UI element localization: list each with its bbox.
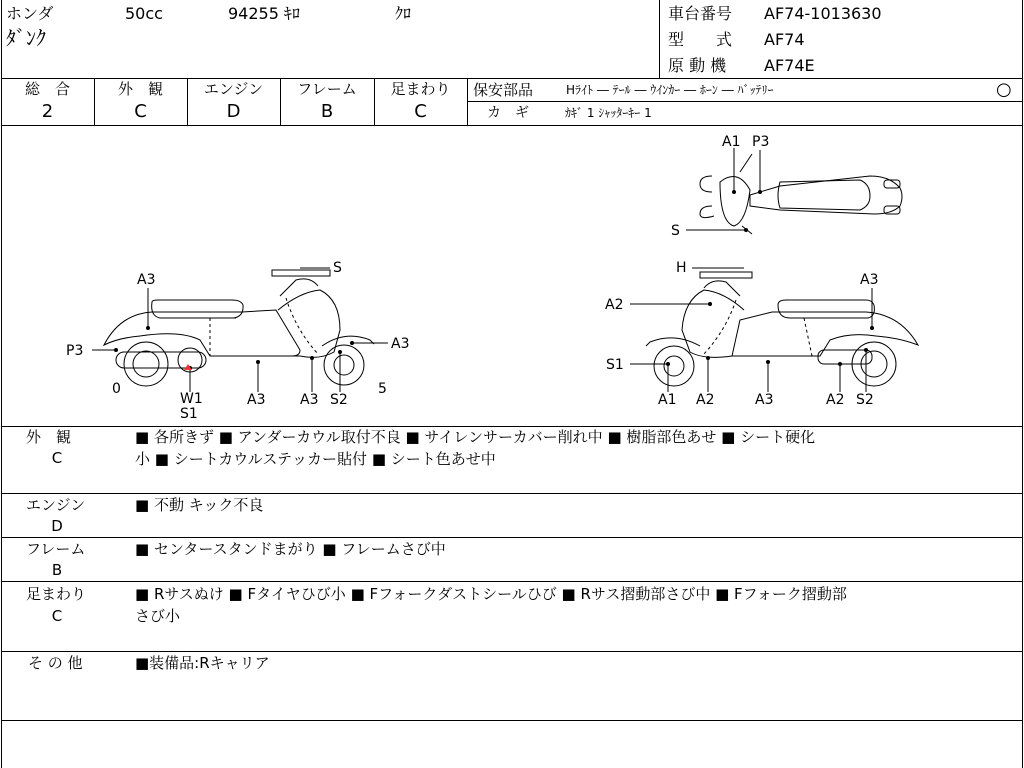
top-view-scooter-drawing xyxy=(700,154,902,234)
displacement: 50cc xyxy=(125,4,163,23)
engine-value: AF74E xyxy=(764,56,815,75)
safety-items: Hﾗｲﾄ ― ﾃｰﾙ ― ｳｲﾝｶｰ ― ﾎｰﾝ ― ﾊﾞｯﾃﾘｰ xyxy=(566,83,774,97)
section-line-1: ■ Rサスぬけ ■ Fタイヤひび小 ■ Fフォークダストシールひび ■ Rサス摺動部さび中 ■ Fフォーク摺動部 xyxy=(135,585,847,603)
section-line-2: さび小 xyxy=(135,607,181,625)
battery-mark: ○ xyxy=(996,79,1012,100)
type-value: AF74 xyxy=(764,30,805,49)
section-line-1: ■装備品:Rキャリア xyxy=(135,654,270,672)
section-line-2: 小 ■ シートカウルステッカー貼付 ■ シート色あせ中 xyxy=(135,450,496,468)
label-right-a2-rear: A2 xyxy=(826,392,845,408)
model-name: ﾀﾞﾝｸ xyxy=(6,26,46,50)
marker-dots xyxy=(114,190,874,370)
grade-exterior-value: C xyxy=(134,101,147,122)
color: ｸﾛ xyxy=(395,4,412,23)
grade-exterior-label: 外 観 xyxy=(117,80,163,98)
label-right-a2: A2 xyxy=(605,297,624,313)
label-right-a2-low: A2 xyxy=(696,392,715,408)
label-left-s1: S1 xyxy=(180,406,198,422)
grade-frame-value: B xyxy=(320,101,334,122)
label-right-a1: A1 xyxy=(658,392,677,408)
label-left-5: 5 xyxy=(378,381,387,397)
type-label: 型 式 xyxy=(668,30,733,49)
section-label: 外 観 xyxy=(26,428,72,446)
section-label: そ の 他 xyxy=(28,654,83,672)
key-label: カ ギ xyxy=(487,105,529,121)
section-label: エンジン xyxy=(26,496,86,514)
right-scooter-drawing xyxy=(646,272,918,386)
grade-suspension-value: C xyxy=(414,101,427,122)
section-label: フレーム xyxy=(26,540,86,558)
label-right-a3-top: A3 xyxy=(860,272,879,288)
section-grade: B xyxy=(51,561,63,579)
grade-engine-value: D xyxy=(226,101,241,122)
section-grade: C xyxy=(51,449,63,467)
label-left-a3-front: A3 xyxy=(391,336,410,352)
label-left-a3-top: A3 xyxy=(137,272,156,288)
key-value: ｶｷﾞ 1 ｼｬｯﾀｰｷｰ 1 xyxy=(565,106,652,120)
mileage: 94255 ｷﾛ xyxy=(228,4,300,23)
grade-frame-label: フレーム xyxy=(297,80,357,98)
label-left-a3-floor: A3 xyxy=(247,392,266,408)
grade-engine-label: エンジン xyxy=(203,80,264,98)
grade-overall-label: 総 合 xyxy=(24,80,70,98)
maker: ホンダ xyxy=(6,4,54,23)
grade-overall-value: 2 xyxy=(41,101,54,122)
grade-suspension-label: 足まわり xyxy=(390,80,451,98)
label-top-p3: P3 xyxy=(752,134,770,150)
section-grade: C xyxy=(51,607,63,625)
label-left-a3-front-low: A3 xyxy=(300,392,319,408)
label-top-s: S xyxy=(671,223,680,239)
frame-no: AF74-1013630 xyxy=(764,4,882,23)
label-right-h: H xyxy=(676,260,687,276)
label-left-0: 0 xyxy=(112,381,121,397)
frame-no-label: 車台番号 xyxy=(668,4,733,23)
label-right-a3-low: A3 xyxy=(755,392,774,408)
label-left-s: S xyxy=(333,260,342,276)
section-line-1: ■ センタースタンドまがり ■ フレームさび中 xyxy=(135,540,446,558)
label-left-p3: P3 xyxy=(66,343,84,359)
section-label: 足まわり xyxy=(26,585,87,603)
section-line-1: ■ 不動 キック不良 xyxy=(135,496,264,514)
safety-title: 保安部品 xyxy=(473,81,534,99)
section-grade: D xyxy=(51,517,63,535)
label-right-s1: S1 xyxy=(606,357,624,373)
label-left-s2: S2 xyxy=(330,392,348,408)
section-line-1: ■ 各所きず ■ アンダーカウル取付不良 ■ サイレンサーカバー削れ中 ■ 樹脂部色あせ ■ シート硬化 xyxy=(135,428,816,446)
leader-lines xyxy=(92,148,872,392)
engine-label: 原 動 機 xyxy=(668,56,727,75)
label-right-s2: S2 xyxy=(856,392,874,408)
label-left-w1: W1 xyxy=(180,391,203,407)
label-top-a1: A1 xyxy=(722,134,741,150)
